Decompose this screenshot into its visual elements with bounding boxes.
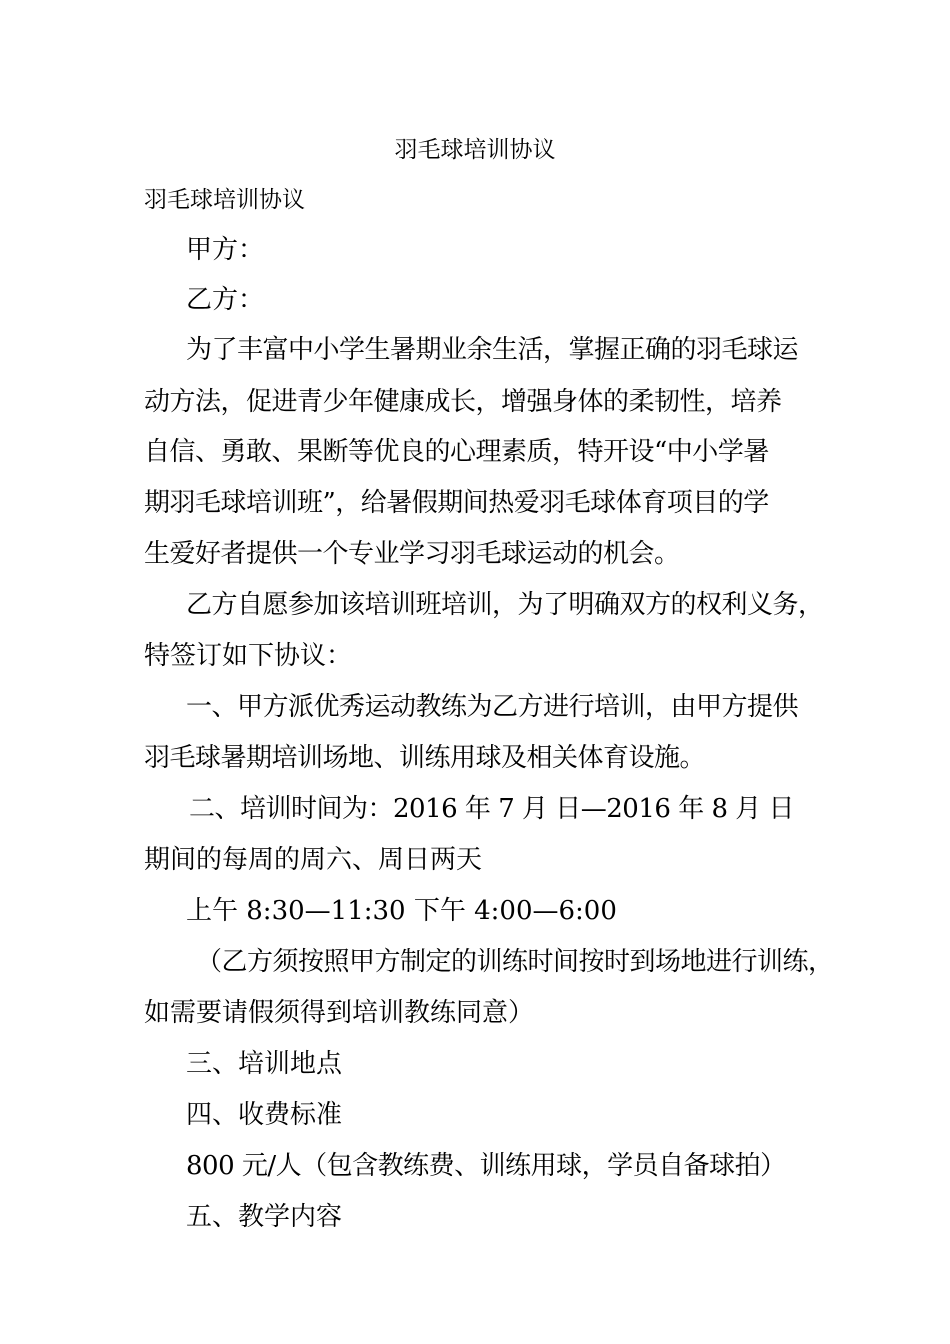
training-note-line: （乙方须按照甲方制定的训练时间按时到场地进行训练，: [196, 947, 834, 977]
intro-paragraph-line: 生爱好者提供一个专业学习羽毛球运动的机会。: [144, 539, 680, 569]
document-subtitle: 羽毛球培训协议: [144, 187, 305, 213]
clause-1-line: 一、甲方派优秀运动教练为乙方进行培训，由甲方提供: [186, 692, 799, 722]
document-title: 羽毛球培训协议: [394, 137, 556, 163]
clause-2-line: 期间的每周的周六、周日两天: [144, 845, 483, 875]
clause-2-line: 二、培训时间为：2016 年 7 月 日—2016 年 8 月 日: [189, 794, 795, 824]
clause-1-line: 羽毛球暑期培训场地、训练用球及相关体育设施。: [144, 743, 706, 773]
training-note-line: 如需要请假须得到培训教练同意）: [144, 998, 535, 1028]
party-b-line: 乙方：: [186, 285, 265, 315]
fee-line: 800 元/人（包含教练费、训练用球，学员自备球拍）: [186, 1151, 786, 1181]
intro-paragraph-line: 动方法，促进青少年健康成长，增强身体的柔韧性，培养: [144, 387, 782, 417]
agreement-paragraph-line: 特签订如下协议：: [144, 641, 353, 671]
agreement-paragraph-line: 乙方自愿参加该培训班培训，为了明确双方的权利义务，: [186, 590, 824, 620]
training-hours-line: 上午 8:30—11:30 下午 4:00—6:00: [186, 896, 617, 926]
party-a-line: 甲方：: [186, 235, 265, 265]
clause-4-heading: 四、收费标准: [186, 1100, 343, 1130]
intro-paragraph-line: 期羽毛球培训班”，给暑假期间热爱羽毛球体育项目的学: [144, 488, 769, 518]
clause-5-heading: 五、教学内容: [186, 1202, 343, 1232]
intro-paragraph-line: 自信、勇敢、果断等优良的心理素质，特开设“中小学暑: [144, 437, 769, 467]
clause-3-heading: 三、培训地点: [186, 1049, 343, 1079]
intro-paragraph-line: 为了丰富中小学生暑期业余生活，掌握正确的羽毛球运: [186, 335, 799, 365]
